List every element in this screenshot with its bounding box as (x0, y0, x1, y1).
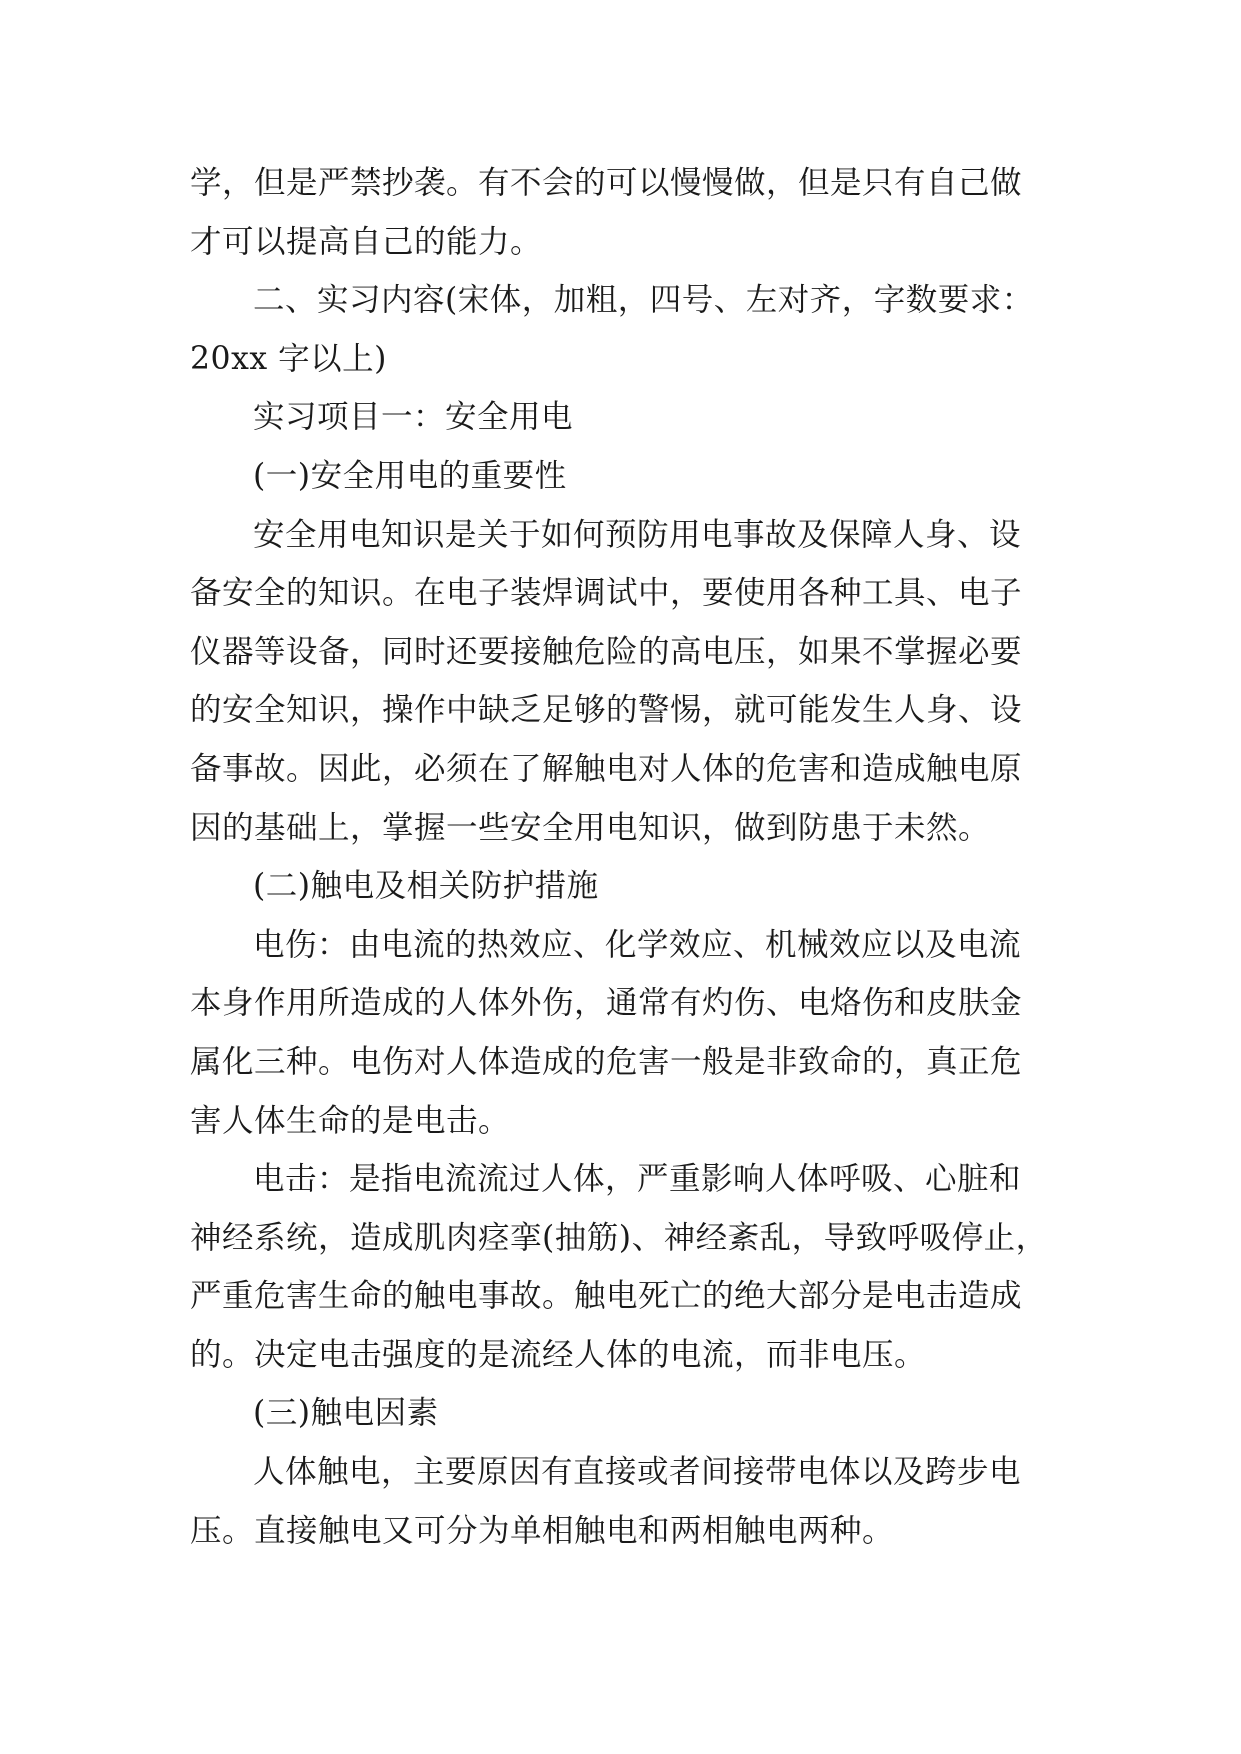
paragraph-line: 20xx 字以上) (190, 340, 387, 377)
paragraph-line: 因的基础上，掌握一些安全用电知识，做到防患于未然。 (190, 809, 991, 846)
paragraph-line: 压。直接触电又可分为单相触电和两相触电两种。 (190, 1512, 895, 1549)
paragraph-first-line: 电击：是指电流流过人体，严重影响人体呼吸、心脏和 (253, 1161, 1022, 1198)
paragraph-first-line: 人体触电，主要原因有直接或者间接带电体以及跨步电 (253, 1454, 1022, 1491)
paragraph-line: 的。决定电击强度的是流经人体的电流，而非电压。 (190, 1336, 927, 1373)
paragraph-line: 严重危害生命的触电事故。触电死亡的绝大部分是电击造成 (190, 1278, 1023, 1315)
paragraph-first-line: 二、实习内容(宋体，加粗，四号、左对齐，字数要求： (253, 282, 1034, 319)
paragraph-first-line: (三)触电因素 (253, 1395, 439, 1432)
paragraph-line: 害人体生命的是电击。 (190, 1102, 511, 1139)
paragraph-line: 学，但是严禁抄袭。有不会的可以慢慢做，但是只有自己做 (190, 165, 1023, 201)
paragraph-first-line: 电伤：由电流的热效应、化学效应、机械效应以及电流 (253, 926, 1022, 963)
paragraph-line: 神经系统，造成肌肉痉挛(抽筋)、神经紊乱，导致呼吸停止， (190, 1219, 1048, 1256)
paragraph-line: 备安全的知识。在电子装焊调试中，要使用各种工具、电子 (190, 575, 1023, 612)
paragraph-first-line: (一)安全用电的重要性 (253, 457, 567, 494)
paragraph-first-line: (二)触电及相关防护措施 (253, 868, 599, 905)
paragraph-line: 本身作用所造成的人体外伤，通常有灼伤、电烙伤和皮肤金 (190, 985, 1023, 1022)
paragraph-line: 的安全知识，操作中缺乏足够的警惕，就可能发生人身、设 (190, 692, 1023, 729)
paragraph-line: 仪器等设备，同时还要接触危险的高电压，如果不掌握必要 (190, 633, 1023, 670)
paragraph-line: 属化三种。电伤对人体造成的危害一般是非致命的，真正危 (190, 1043, 1023, 1080)
paragraph-line: 才可以提高自己的能力。 (190, 223, 543, 260)
paragraph-first-line: 实习项目一：安全用电 (253, 399, 574, 436)
document-body (190, 154, 1060, 1560)
paragraph-first-line: 安全用电知识是关于如何预防用电事故及保障人身、设 (253, 516, 1022, 553)
paragraph-line: 备事故。因此，必须在了解触电对人体的危害和造成触电原 (190, 750, 1023, 787)
